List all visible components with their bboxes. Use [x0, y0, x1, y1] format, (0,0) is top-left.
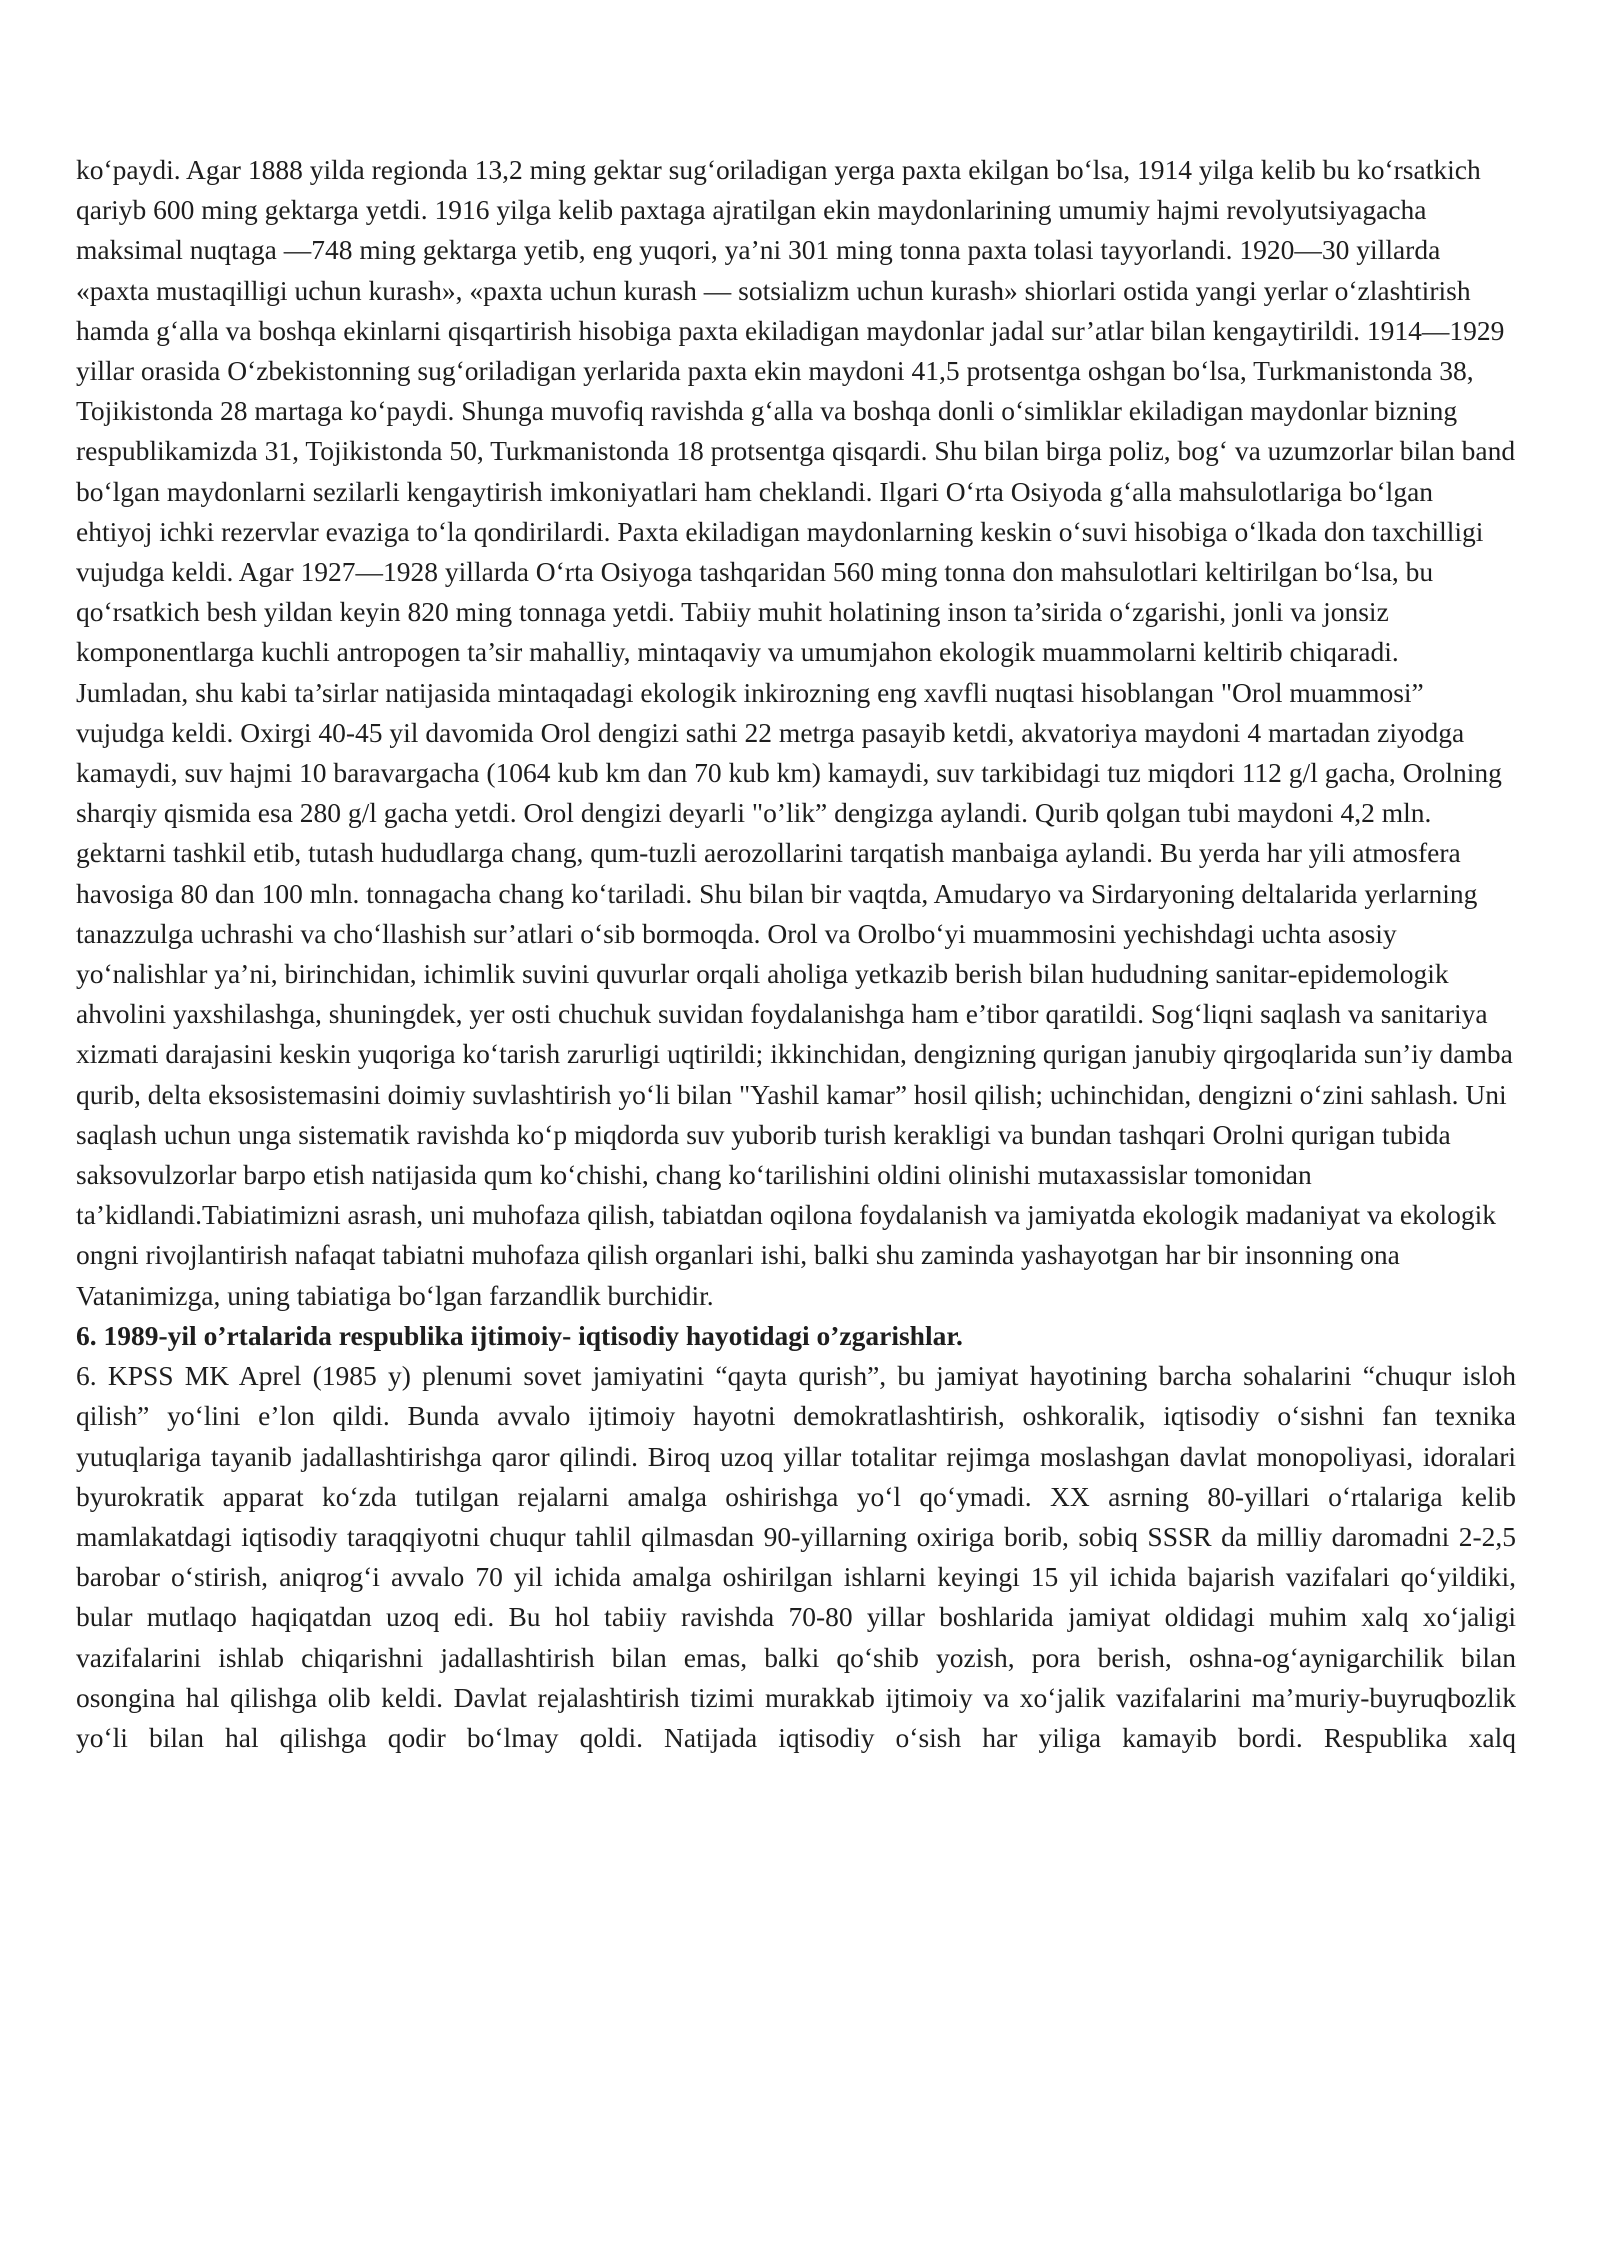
section-heading: 6. 1989-yil o’rtalarida respublika ijtimoiy- iqtisodiy hayotidagi o’zgarishlar. — [76, 1319, 963, 1351]
body-paragraph: ko‘paydi. Agar 1888 yilda regionda 13,2 ming gektar sug‘oriladigan yerga paxta ekilgan bo‘lsa, 1914 yilga kelib bu ko‘rsatkich qariyb 600 ming gektarga yetdi. 1916 yilga kelib paxtaga ajratilgan ekin maydonlarining umumiy hajmi revolyutsiyagacha maksimal nuqtaga —748 ming gektarga yetib, eng yuqori, ya’ni 301 ming tonna paxta tolasi tayyorlandi. 1920—30 yillarda «paxta mustaqilligi uchun kurash», «paxta uchun kurash — sotsializm uchun kurash» shiorlari ostida yangi yerlar o‘zlashtirish hamda g‘alla va boshqa ekinlarni qisqartirish hisobiga paxta ekiladigan maydonlar jadal sur’atlar bilan kengaytirildi. 1914—1929 yillar orasida O‘zbekistonning sug‘oriladigan yerlarida paxta ekin maydoni 41,5 protsentga oshgan bo‘lsa, Turkmanistonda 38, Tojikistonda 28 martaga ko‘paydi. Shunga muvofiq ravishda g‘alla va boshqa donli o‘simliklar ekiladigan maydonlar bizning respublikamizda 31, Tojikistonda 50, Turkmanistonda 18 protsentga qisqardi. Shu bilan birga poliz, bog‘ va uzumzorlar bilan band bo‘lgan maydonlarni sezilarli kengaytirish imkoniyatlari ham cheklandi. Ilgari O‘rta Osiyoda g‘alla mahsulotlariga bo‘lgan ehtiyoj ichki rezervlar evaziga to‘la qondirilardi. Paxta ekiladigan maydonlarning keskin o‘suvi hisobiga o‘lkada don taxchilligi vujudga keldi. Agar 1927—1928 yillarda O‘rta Osiyoga tashqaridan 560 ming tonna don mahsulotlari keltirilgan bo‘lsa, bu qo‘rsatkich besh yildan keyin 820 ming tonnaga yetdi. Tabiiy muhit holatining inson ta’sirida o‘zgarishi, jonli va jonsiz komponentlarga kuchli antropogen ta’sir mahalliy, mintaqaviy va umumjahon ekologik muammolarni keltirib chiqaradi. Jumladan, shu kabi ta’sirlar natijasida mintaqadagi ekologik inkirozning eng xavfli nuqtasi hisoblangan "Orol muammosi” vujudga keldi. Oxirgi 40-45 yil davomida Orol dengizi sathi 22 metrga pasayib ketdi, akvatoriya maydoni 4 martadan ziyodga kamaydi, suv hajmi 10 baravargacha (1064 kub km dan 70 kub km) kamaydi, suv tarkibidagi tuz miqdori 112 g/l gacha, Orolning sharqiy qismida esa 280 g/l gacha yetdi. Orol dengizi deyarli "o’lik” dengizga aylandi. Qurib qolgan tubi maydoni 4,2 mln. gektarni tashkil etib, tutash hududlarga chang, qum-tuzli aerozollarini tarqatish manbaiga aylandi. Bu yerda har yili atmosfera havosiga 80 dan 100 mln. tonnagacha chang ko‘tariladi. Shu bilan bir vaqtda, Amudaryo va Sirdaryoning deltalarida yerlarning tanazzulga uchrashi va cho‘llashish sur’atlari o‘sib bormoqda. Orol va Orolbo‘yi muammosini yechishdagi uchta asosiy yo‘nalishlar ya’ni, birinchidan, ichimlik suvini quvurlar orqali aholiga yetkazib berish bilan hududning sanitar-epidemologik ahvolini yaxshilashga, shuningdek, yer osti chuchuk suvidan foydalanishga ham e’tibor qaratildi. Sog‘liqni saqlash va sanitariya xizmati darajasini keskin yuqoriga ko‘tarish zarurligi uqtirildi; ikkinchidan, dengizning qurigan janubiy qirgoqlarida sun’iy damba qurib, delta eksosistemasini doimiy suvlashtirish yo‘li bilan "Yashil kamar” hosil qilish; uchinchidan, dengizni o‘zini sahlash. Uni saqlash uchun unga sistematik ravishda ko‘p miqdorda suv yuborib turish kerakligi va bundan tashqari Orolni qurigan tubida saksovulzorlar barpo etish natijasida qum ko‘chishi, chang ko‘tarilishini oldini olinishi mutaxassislar tomonidan ta’kidlandi.Tabiatimizni asrash, uni muhofaza qilish, tabiatdan oqilona foydalanish va jamiyatda ekologik madaniyat va ekologik ongni rivojlantirish nafaqat tabiatni muhofaza qilish organlari ishi, balki shu zaminda yashayotgan har bir insonning ona Vatanimizga, uning tabiatiga bo‘lgan farzandlik burchidir. — [76, 154, 1516, 1311]
document-page — [76, 150, 1516, 1758]
body-paragraph-justified: 6. KPSS MK Aprel (1985 y) plenumi sovet jamiyatini “qayta qurish”, bu jamiyat hayotining barcha sohalarini “chuqur isloh qilish” yo‘lini e’lon qildi. Bunda avvalo ijtimoiy hayotni demokratlashtirish, oshkoralik, iqtisodiy o‘sishni fan texnika yutuqlariga tayanib jadallashtirishga qaror qilindi. Biroq uzoq yillar totalitar rejimga moslashgan davlat monopoliyasi, idoralari byurokratik apparat ko‘zda tutilgan rejalarni amalga oshirishga yo‘l qo‘ymadi. XX asrning 80-yillari o‘rtalariga kelib mamlakatdagi iqtisodiy taraqqiyotni chuqur tahlil qilmasdan 90-yillarning oxiriga borib, sobiq SSSR da milliy daromadni 2-2,5 barobar o‘stirish, aniqrog‘i avvalo 70 yil ichida amalga oshirilgan ishlarni keyingi 15 yil ichida bajarish vazifalari qo‘yildiki, bular mutlaqo haqiqatdan uzoq edi. Bu hol tabiiy ravishda 70-80 yillar boshlarida jamiyat oldidagi muhim xalq xo‘jaligi vazifalarini ishlab chiqarishni jadallashtirish bilan emas, balki qo‘shib yozish, pora berish, oshna-og‘aynigarchilik bilan osongina hal qilishga olib keldi. Davlat rejalashtirish tizimi murakkab ijtimoiy va xo‘jalik vazifalarini ma’muriy-buyruqbozlik yo‘li bilan hal qilishga qodir bo‘lmay qoldi. Natijada iqtisodiy o‘sish har yiliga kamayib bordi. Respublika xalq — [76, 1360, 1516, 1753]
